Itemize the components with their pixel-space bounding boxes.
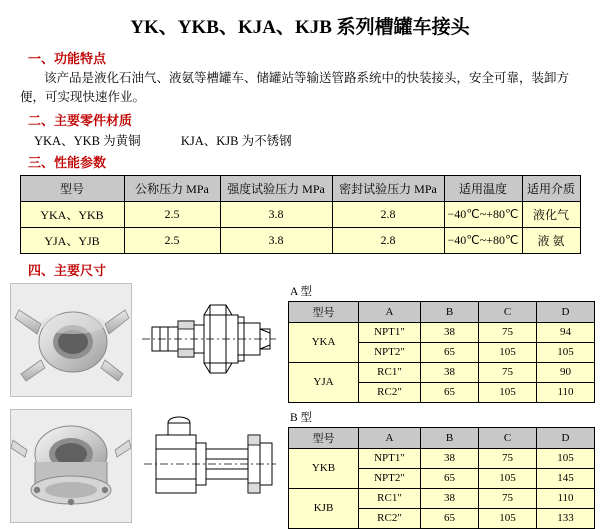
dim-cell: NPT2" [359, 342, 421, 362]
dim-header-cell: 型号 [289, 301, 359, 322]
spec-cell: 3.8 [220, 227, 332, 253]
table-header-row [289, 301, 595, 322]
section-body-features: 该产品是液化石油气、液氨等槽罐车、储罐站等输送管路系统中的快装接头，安全可靠，装卸方便，可实现快速作业。 [20, 71, 570, 104]
dim-cell: NPT1" [359, 322, 421, 342]
dim-header-cell: B [421, 301, 479, 322]
dim-cell: 105 [479, 468, 537, 488]
dim-cell: 75 [479, 362, 537, 382]
spec-cell: 2.8 [332, 227, 444, 253]
dim-table-b-wrap [288, 409, 595, 529]
spec-cell: YJA、YJB [20, 227, 124, 253]
dim-cell: NPT1" [359, 448, 421, 468]
table-row [289, 362, 595, 382]
table-row [20, 227, 580, 253]
dim-cell: 133 [537, 508, 595, 528]
spec-cell: −40℃~+80℃ [444, 201, 522, 227]
dim-header-cell: C [479, 427, 537, 448]
dim-cell: 75 [479, 322, 537, 342]
section-heading-features: 一、功能特点 [28, 51, 107, 66]
spec-cell: 2.5 [124, 227, 220, 253]
dim-table-b [288, 427, 595, 529]
dim-cell: NPT2" [359, 468, 421, 488]
section-heading-dimensions: 四、主要尺寸 [28, 262, 107, 278]
dim-model-cell: YKB [289, 448, 359, 488]
dim-cell: 105 [537, 448, 595, 468]
dim-cell: 38 [421, 362, 479, 382]
spec-cell: 液 氨 [522, 227, 580, 253]
dim-table-b-label: B 型 [290, 411, 313, 424]
materials-brass: YKA、YKB 为黄铜 [34, 133, 141, 148]
dim-header-cell: 型号 [289, 427, 359, 448]
dim-cell: 145 [537, 468, 595, 488]
spec-header-cell: 型号 [20, 175, 124, 201]
spec-header-cell: 公称压力 MPa [124, 175, 220, 201]
materials-stainless: KJA、KJB 为不锈钢 [180, 133, 292, 148]
dim-cell: 110 [537, 382, 595, 402]
figure-row-type-a [10, 283, 590, 403]
spec-header-cell: 密封试验压力 MPa [332, 175, 444, 201]
dim-cell: RC1" [359, 488, 421, 508]
dim-model-cell: YJA [289, 362, 359, 402]
dim-cell: RC2" [359, 508, 421, 528]
spec-header-cell: 适用介质 [522, 175, 580, 201]
spec-cell: −40℃~+80℃ [444, 227, 522, 253]
dim-cell: 105 [479, 342, 537, 362]
dim-cell: 105 [479, 382, 537, 402]
dim-header-cell: D [537, 427, 595, 448]
coupling-photo-type-b [10, 409, 132, 523]
dim-cell: 65 [421, 382, 479, 402]
dim-cell: 94 [537, 322, 595, 342]
spec-cell: 2.5 [124, 201, 220, 227]
dim-table-a-label: A 型 [290, 285, 313, 298]
table-row [289, 488, 595, 508]
dim-cell: 75 [479, 448, 537, 468]
coupling-photo-type-a [10, 283, 132, 397]
dim-header-cell: A [359, 301, 421, 322]
spec-header-cell: 强度试验压力 MPa [220, 175, 332, 201]
dim-cell: 38 [421, 322, 479, 342]
dim-cell: 38 [421, 488, 479, 508]
dim-model-cell: YKA [289, 322, 359, 362]
table-header-row [289, 427, 595, 448]
spec-cell: YKA、YKB [20, 201, 124, 227]
dim-table-a [288, 301, 595, 403]
table-row [20, 201, 580, 227]
figures-area [10, 283, 590, 529]
dim-cell: RC1" [359, 362, 421, 382]
spec-cell: 液化气 [522, 201, 580, 227]
dim-header-cell: D [537, 301, 595, 322]
spec-cell: 2.8 [332, 201, 444, 227]
table-header-row [20, 175, 580, 201]
dim-cell: 105 [537, 342, 595, 362]
dim-cell: 110 [537, 488, 595, 508]
dim-model-cell: KJB [289, 488, 359, 528]
dim-cell: 65 [421, 468, 479, 488]
page-title: YK、YKB、KJA、KJB 系列槽罐车接头 [130, 17, 470, 38]
dim-header-cell: A [359, 427, 421, 448]
section-heading-performance: 三、性能参数 [28, 154, 107, 170]
dim-cell: 65 [421, 342, 479, 362]
dim-cell: 75 [479, 488, 537, 508]
dim-header-cell: B [421, 427, 479, 448]
dim-table-a-wrap [288, 283, 595, 403]
spec-header-cell: 适用温度 [444, 175, 522, 201]
spec-cell: 3.8 [220, 201, 332, 227]
table-row [289, 448, 595, 468]
coupling-drawing-type-b [138, 409, 278, 521]
figure-row-type-b [10, 409, 590, 529]
section-heading-materials: 二、主要零件材质 [28, 112, 133, 128]
materials-line [34, 131, 590, 149]
dim-cell: 90 [537, 362, 595, 382]
dim-cell: 105 [479, 508, 537, 528]
dim-cell: 65 [421, 508, 479, 528]
dim-header-cell: C [479, 301, 537, 322]
dim-cell: 38 [421, 448, 479, 468]
table-row [289, 322, 595, 342]
dim-cell: RC2" [359, 382, 421, 402]
coupling-drawing-type-a [138, 283, 278, 395]
performance-table [20, 175, 581, 254]
